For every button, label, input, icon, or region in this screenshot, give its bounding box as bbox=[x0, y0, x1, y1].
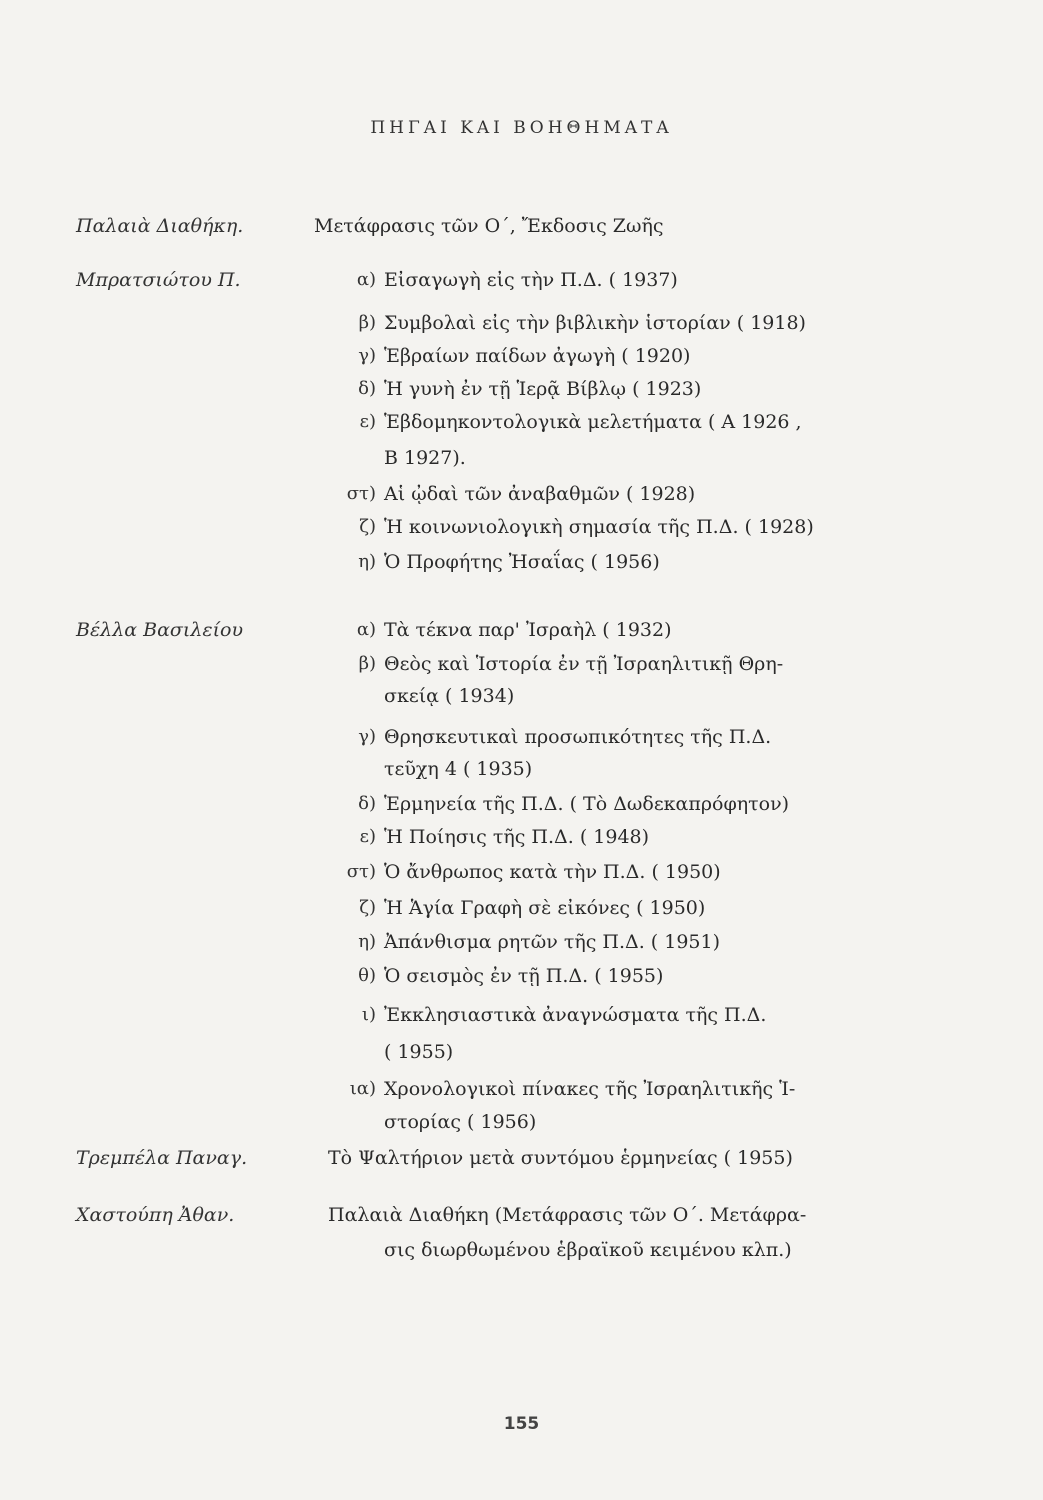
author-name: Τρεμπέλα Παναγ. bbox=[76, 1147, 248, 1169]
entry-text: Θεὸς καὶ Ἱστορία ἐν τῇ Ἰσραηλιτικῇ Θρη- bbox=[384, 653, 784, 675]
item-marker: ε) bbox=[359, 411, 376, 432]
entry-text: Ὁ ἄνθρωπος κατὰ τὴν Π.Δ. ( 1950) bbox=[384, 861, 721, 883]
entry-text: Ἡ Ποίησις τῆς Π.Δ. ( 1948) bbox=[384, 826, 650, 848]
entry-text: Ἀπάνθισμα ρητῶν τῆς Π.Δ. ( 1951) bbox=[384, 931, 721, 953]
entry-text: Τὰ τέκνα παρ' Ἰσραὴλ ( 1932) bbox=[384, 619, 672, 641]
item-marker: β) bbox=[358, 312, 376, 333]
entry-text-continuation: ( 1955) bbox=[384, 1041, 454, 1063]
entry-text: Ἑβραίων παίδων ἀγωγὴ ( 1920) bbox=[384, 345, 691, 367]
entry-text: Ἡ γυνὴ ἐν τῇ Ἱερᾷ Βίβλῳ ( 1923) bbox=[384, 378, 702, 400]
item-marker: γ) bbox=[358, 345, 376, 366]
entry-text: Συμβολαὶ εἰς τὴν βιβλικὴν ἱστορίαν ( 1918) bbox=[384, 312, 806, 334]
item-marker: ζ) bbox=[359, 897, 376, 918]
entry-text: Χρονολογικοὶ πίνακες τῆς Ἰσραηλιτικῆς Ἱ- bbox=[384, 1078, 796, 1100]
entry-text-continuation: τεῦχη 4 ( 1935) bbox=[384, 758, 533, 780]
entry-text: Παλαιὰ Διαθήκη (Μετάφρασις τῶν Ο΄. Μετάφρα- bbox=[328, 1204, 807, 1226]
entry-text: Μετάφρασις τῶν Ο΄, Ἔκδοσις Ζωῆς bbox=[314, 215, 664, 237]
entry-text: Ὁ σεισμὸς ἐν τῇ Π.Δ. ( 1955) bbox=[384, 965, 664, 987]
entry-text: Θρησκευτικαὶ προσωπικότητες τῆς Π.Δ. bbox=[384, 726, 772, 748]
entry-text: Ἐκκλησιαστικὰ ἀναγνώσματα τῆς Π.Δ. bbox=[384, 1004, 767, 1026]
item-marker: η) bbox=[358, 551, 376, 572]
entry-text: Εἰσαγωγὴ εἰς τὴν Π.Δ. ( 1937) bbox=[384, 269, 678, 291]
item-marker: β) bbox=[358, 653, 376, 674]
entry-text-continuation: στορίας ( 1956) bbox=[384, 1111, 537, 1133]
entry-text-continuation: Β 1927). bbox=[384, 447, 466, 469]
entry-text-continuation: σκείᾳ ( 1934) bbox=[384, 685, 515, 707]
item-marker: α) bbox=[356, 269, 376, 290]
entry-text: Ἡ Ἁγία Γραφὴ σὲ εἰκόνες ( 1950) bbox=[384, 897, 706, 919]
author-name: Χαστούπη Ἀθαν. bbox=[76, 1204, 235, 1226]
entry-text-continuation: σις διωρθωμένου ἑβραϊκοῦ κειμένου κλπ.) bbox=[384, 1239, 792, 1261]
item-marker: η) bbox=[358, 931, 376, 952]
item-marker: ια) bbox=[349, 1078, 376, 1099]
item-marker: δ) bbox=[358, 378, 376, 399]
item-marker: γ) bbox=[358, 726, 376, 747]
item-marker: στ) bbox=[346, 483, 376, 504]
item-marker: ι) bbox=[361, 1004, 376, 1025]
entry-text: Τὸ Ψαλτήριον μετὰ συντόμου ἑρμηνείας ( 1955) bbox=[328, 1147, 793, 1169]
item-marker: στ) bbox=[346, 861, 376, 882]
item-marker: ζ) bbox=[359, 516, 376, 537]
entry-text: Ὁ Προφήτης Ἠσαΐας ( 1956) bbox=[384, 551, 660, 573]
entry-text: Ἑρμηνεία τῆς Π.Δ. ( Τὸ Δωδεκαπρόφητον) bbox=[384, 793, 790, 815]
author-name: Βέλλα Βασιλείου bbox=[76, 619, 244, 641]
item-marker: α) bbox=[356, 619, 376, 640]
entry-text: Αἱ ᾠδαὶ τῶν ἀναβαθμῶν ( 1928) bbox=[384, 483, 696, 505]
item-marker: ε) bbox=[359, 826, 376, 847]
item-marker: θ) bbox=[358, 965, 376, 986]
author-name: Μπρατσιώτου Π. bbox=[76, 269, 241, 291]
item-marker: δ) bbox=[358, 793, 376, 814]
entry-text: Ἡ κοινωνιολογικὴ σημασία τῆς Π.Δ. ( 1928) bbox=[384, 516, 814, 538]
author-name: Παλαιὰ Διαθήκη. bbox=[76, 215, 244, 237]
page-number: 155 bbox=[503, 1414, 540, 1434]
entry-text: Ἑβδομηκοντολογικὰ μελετήματα ( Α 1926 , bbox=[384, 411, 802, 433]
page-title: ΠΗΓΑΙ ΚΑΙ ΒΟΗΘΗΜΑΤΑ bbox=[370, 118, 673, 138]
